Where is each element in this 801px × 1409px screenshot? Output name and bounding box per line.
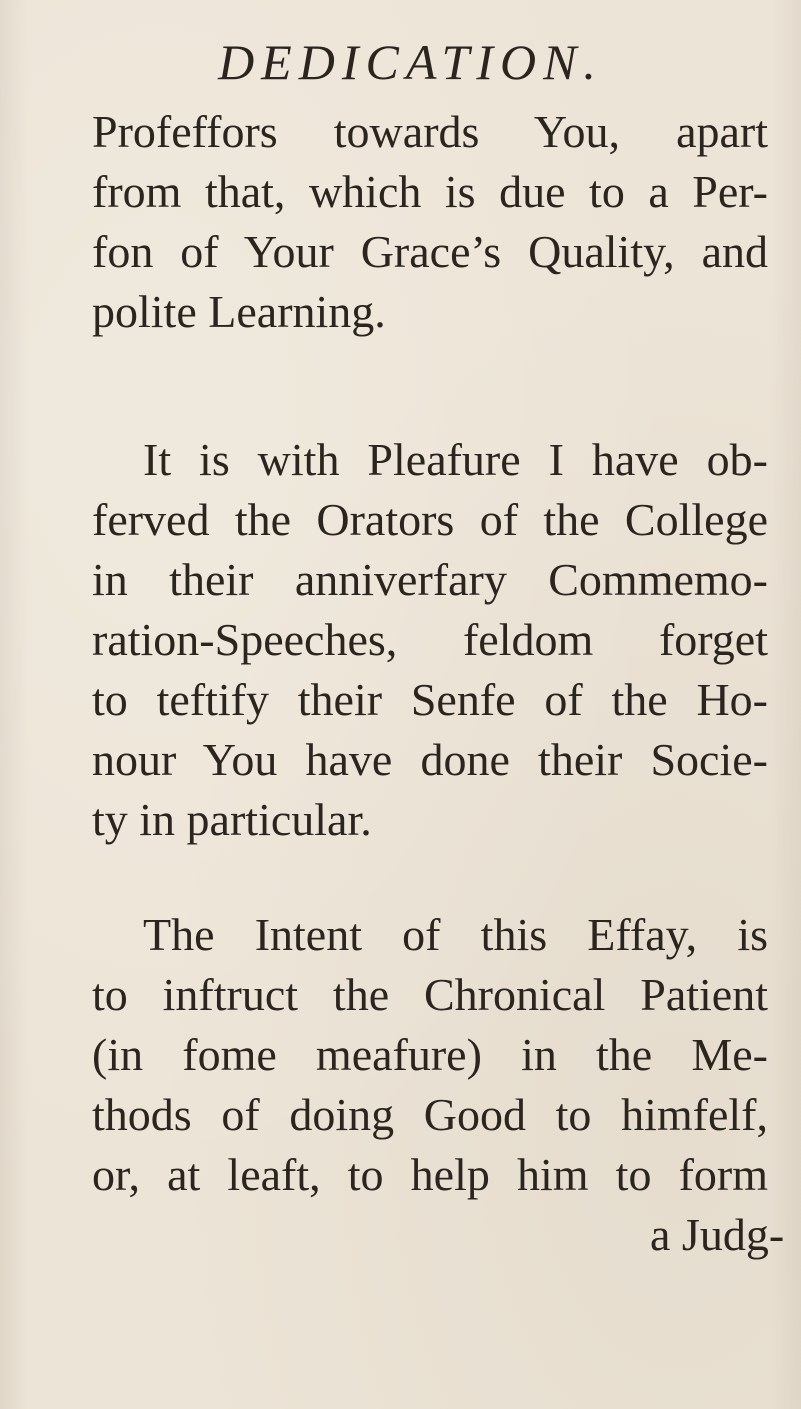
text-line: fon of Your Grace’s Quality, and	[92, 226, 768, 277]
text-line: It is with Pleafure I have ob-	[143, 434, 768, 485]
text-line: to inftruct the Chronical Patient	[92, 969, 768, 1020]
text-line: (in fome meafure) in the Me-	[92, 1029, 768, 1080]
text-line: from that, which is due to a Per-	[92, 166, 768, 217]
text-line: ration-Speeches, feldom forget	[92, 614, 768, 665]
text-line: in their anniverfary Commemo-	[92, 554, 768, 605]
running-head: DEDICATION.	[218, 34, 603, 90]
text-line: The Intent of this Effay, is	[143, 909, 768, 960]
text-line: nour You have done their Socie-	[92, 734, 768, 785]
text-line: ferved the Orators of the College	[92, 494, 768, 545]
text-line: polite Learning.	[92, 286, 386, 337]
text-line: thods of doing Good to himfelf,	[92, 1089, 768, 1140]
catchword: a Judg-	[650, 1209, 785, 1260]
text-line: ty in particular.	[92, 794, 372, 845]
text-line: Profeffors towards You, apart	[92, 106, 768, 157]
text-line: or, at leaft, to help him to form	[92, 1149, 768, 1200]
text-line: to teftify their Senfe of the Ho-	[92, 674, 768, 725]
